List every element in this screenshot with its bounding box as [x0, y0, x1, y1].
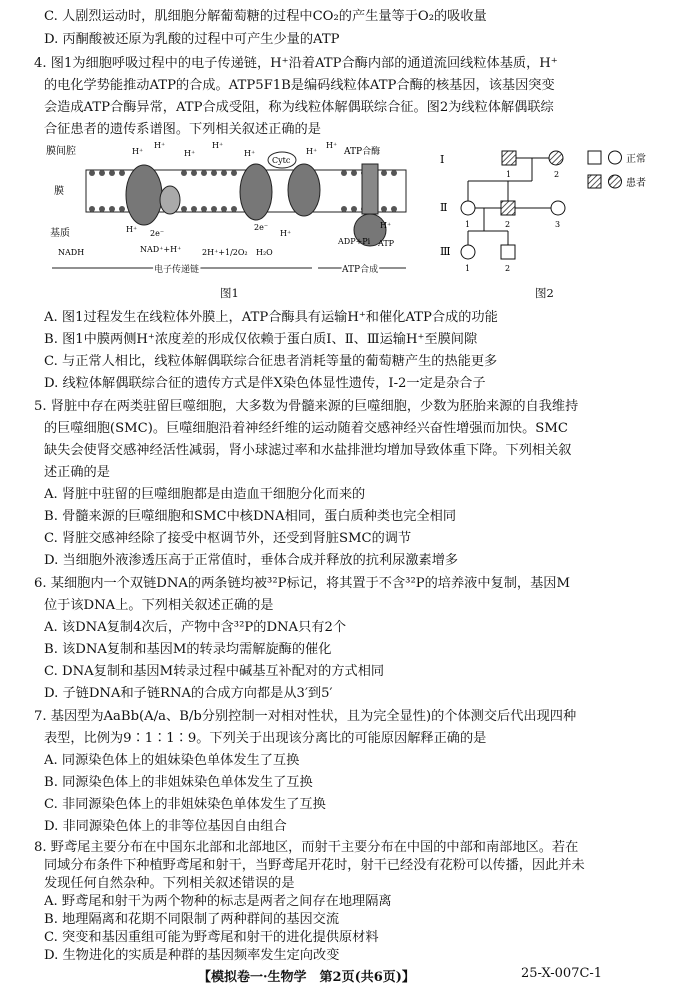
fig1-matrix-label: 基质 [50, 228, 70, 239]
pedigree-II-3-number: 3 [555, 220, 561, 229]
fig1-hplus-4: H⁺ [212, 141, 224, 150]
fig1-complex-2 [160, 186, 180, 214]
fig1-complex-3 [240, 164, 272, 220]
pedigree-II-2-male-affected [501, 201, 515, 215]
fig1-nad-plus: NAD⁺+H⁺ [140, 245, 182, 254]
q7-option-b: B. 同源染色体上的非姐妹染色单体发生了互换 [44, 775, 313, 790]
fig1-hplus-3: H⁺ [184, 149, 196, 158]
fig1-hplus-2: H⁺ [154, 141, 166, 150]
fig1-hplus-7: H⁺ [326, 141, 338, 150]
pedigree-III-1-number: 1 [465, 264, 471, 273]
q6-option-c: C. DNA复制和基因M转录过程中碱基互补配对的方式相同 [44, 664, 385, 679]
fig1-chain-label: 电子传递链 [154, 265, 200, 275]
fig1-atp: ATP [378, 239, 395, 248]
q6-stem-line-1: 6. 某细胞内一个双链DNA的两条链均被³²P标记，将其置于不含³²P的培养液中复制，基因M [34, 576, 570, 591]
pedigree-III-2-male-normal [501, 245, 515, 259]
footer-code: 25-X-007C-1 [521, 966, 603, 981]
q4-option-d: D. 线粒体解偶联综合征的遗传方式是伴X染色体显性遗传，Ⅰ-2一定是杂合子 [44, 376, 486, 391]
fig1-water: H₂O [256, 248, 273, 257]
q4-stem-line-2: 的电化学势能推动ATP的合成。ATP5F1B是编码线粒体ATP合酶的核基因，该基因突变 [44, 78, 555, 93]
legend-affected-label: 患者 [626, 178, 646, 189]
fig1-hplus-10: H⁺ [380, 221, 392, 230]
fig1-oxygen: 2H⁺+1/2O₂ [202, 248, 248, 257]
figure-2-pedigree [440, 145, 670, 280]
pedigree-I-1-number: 1 [506, 170, 512, 179]
pedigree-I-1-male-affected [502, 151, 516, 165]
q6-option-a: A. 该DNA复制4次后，产物中含³²P的DNA只有2个 [44, 620, 347, 635]
pedigree-III-1-female-normal [461, 245, 475, 259]
figure-1-caption: 图1 [220, 286, 239, 300]
q8-option-d: D. 生物进化的实质是种群的基因频率发生定向改变 [44, 948, 340, 963]
q5-stem-line-3: 缺失会使肾交感神经活性减弱，肾小球滤过率和水盐排泄均增加导致体重下降。下列相关叙 [44, 443, 572, 458]
fig1-hplus-9: H⁺ [280, 229, 292, 238]
q6-option-b: B. 该DNA复制和基因M的转录均需解旋酶的催化 [44, 642, 332, 657]
q6-option-d: D. 子链DNA和子链RNA的合成方向都是从3′到5′ [44, 686, 333, 701]
q8-stem-line-1: 8. 野鸢尾主要分布在中国东北部和北部地区，而射干主要分布在中国的中部和南部地区。若在 [34, 840, 579, 855]
fig1-hplus-1: H⁺ [132, 147, 144, 156]
q5-stem-line-2: 的巨噬细胞(SMC)。巨噬细胞沿着神经纤维的运动随着交感神经兴奋性增强而加快。SMC [44, 421, 568, 436]
q6-stem-line-2: 位于该DNA上。下列相关叙述正确的是 [44, 598, 274, 613]
fig1-complex-4 [288, 164, 320, 216]
fig1-complex-1 [126, 165, 162, 225]
fig1-cytc-label: Cytc [272, 156, 291, 165]
fig1-atp-synthase [354, 164, 386, 246]
pedigree-I-2-number: 2 [554, 170, 560, 179]
legend-affected-male [588, 175, 601, 188]
figure-2-caption: 图2 [535, 286, 554, 300]
q5-option-c: C. 肾脏交感神经除了接受中枢调节外，还受到肾脏SMC的调节 [44, 531, 412, 546]
q4-option-b: B. 图1中膜两侧H⁺浓度差的形成仅依赖于蛋白质Ⅰ、Ⅱ、Ⅲ运输H⁺至膜间隙 [44, 332, 478, 347]
q7-option-d: D. 非同源染色体上的非等位基因自由组合 [44, 819, 287, 834]
q7-stem-line-1: 7. 基因型为AaBb(A/a、B/b分别控制一对相对性状，且为完全显性)的个体测交后代出现四种 [34, 709, 577, 724]
fig1-hplus-8: H⁺ [126, 225, 138, 234]
q4-stem-line-3: 会造成ATP合酶异常，ATP合成受阻，称为线粒体解偶联综合征。图2为线粒体解偶联综 [44, 100, 554, 115]
pedigree-II-3-female-normal [551, 201, 565, 215]
fig1-atp-synthase-label: ATP合酶 [344, 147, 381, 157]
pedigree-generation-2: Ⅱ [440, 201, 448, 214]
q8-option-a: A. 野鸢尾和射干为两个物种的标志是两者之间存在地理隔离 [44, 894, 392, 909]
q5-stem-line-4: 述正确的是 [44, 465, 110, 480]
q4-option-a: A. 图1过程发生在线粒体外膜上，ATP合酶具有运输H⁺和催化ATP合成的功能 [44, 310, 498, 325]
pedigree-III-2-number: 2 [505, 264, 511, 273]
q8-stem-line-3: 发现任何自然杂种。下列相关叙述错误的是 [44, 876, 295, 891]
q8-option-c: C. 突变和基因重组可能为野鸢尾和射干的进化提供原材料 [44, 930, 379, 945]
fig1-intermembrane-label: 膜间腔 [46, 146, 76, 157]
q8-option-b: B. 地理隔离和花期不同限制了两种群间的基因交流 [44, 912, 340, 927]
q4-stem-line-1: 4. 图1为细胞呼吸过程中的电子传递链，H⁺沿着ATP合酶内部的通道流回线粒体基质，H⁺ [34, 56, 558, 71]
q7-option-c: C. 非同源染色体上的非姐妹染色单体发生了互换 [44, 797, 326, 812]
pedigree-II-1-number: 1 [465, 220, 471, 229]
fig1-synthesis-label: ATP合成 [342, 265, 379, 275]
fig1-electron-1: 2e⁻ [150, 229, 165, 238]
fig1-membrane-label: 膜 [54, 186, 64, 197]
q8-stem-line-2: 同域分布条件下种植野鸢尾和射干，当野鸢尾开花时，射干已经没有花粉可以传播，因此并未 [44, 858, 585, 873]
fig1-nadh: NADH [58, 248, 85, 257]
fig1-electron-2: 2e⁻ [254, 223, 269, 232]
legend-normal-male [588, 151, 601, 164]
q5-option-d: D. 当细胞外液渗透压高于正常值时，垂体合成并释放的抗利尿激素增多 [44, 553, 459, 568]
q3-option-c: C. 人剧烈运动时，肌细胞分解葡萄糖的过程中CO₂的产生量等于O₂的吸收量 [44, 9, 487, 24]
q5-option-a: A. 肾脏中驻留的巨噬细胞都是由造血干细胞分化而来的 [44, 487, 366, 502]
q7-option-a: A. 同源染色体上的姐妹染色单体发生了互换 [44, 753, 300, 768]
pedigree-II-1-female-normal [461, 201, 475, 215]
pedigree-I-2-female-affected [549, 151, 563, 165]
q4-option-c: C. 与正常人相比，线粒体解偶联综合征患者消耗等量的葡萄糖产生的热能更多 [44, 354, 498, 369]
legend-affected-female [609, 175, 622, 188]
pedigree-generation-1: Ⅰ [440, 153, 445, 166]
q5-option-b: B. 骨髓来源的巨噬细胞和SMC中核DNA相同，蛋白质种类也完全相同 [44, 509, 457, 524]
footer-title: 【模拟卷一·生物学 第2页(共6页)】 [198, 970, 415, 985]
q7-stem-line-2: 表型，比例为9∶1∶1∶9。下列关于出现该分离比的可能原因解释正确的是 [44, 731, 487, 746]
legend-normal-female [609, 151, 622, 164]
q5-stem-line-1: 5. 肾脏中存在两类驻留巨噬细胞，大多数为骨髓来源的巨噬细胞，少数为胚胎来源的自我维持 [34, 399, 579, 414]
pedigree-II-2-number: 2 [505, 220, 511, 229]
pedigree-generation-3: Ⅲ [440, 245, 451, 258]
fig1-adp: ADP+Pi [338, 237, 371, 246]
legend-normal-label: 正常 [626, 154, 646, 165]
fig1-hplus-6: H⁺ [306, 147, 318, 156]
fig1-hplus-5: H⁺ [244, 149, 256, 158]
q4-stem-line-4: 合征患者的遗传系谱图。下列相关叙述正确的是 [44, 122, 321, 137]
figure-1-electron-transport-chain [44, 140, 410, 280]
q3-option-d: D. 丙酮酸被还原为乳酸的过程中可产生少量的ATP [44, 32, 340, 47]
